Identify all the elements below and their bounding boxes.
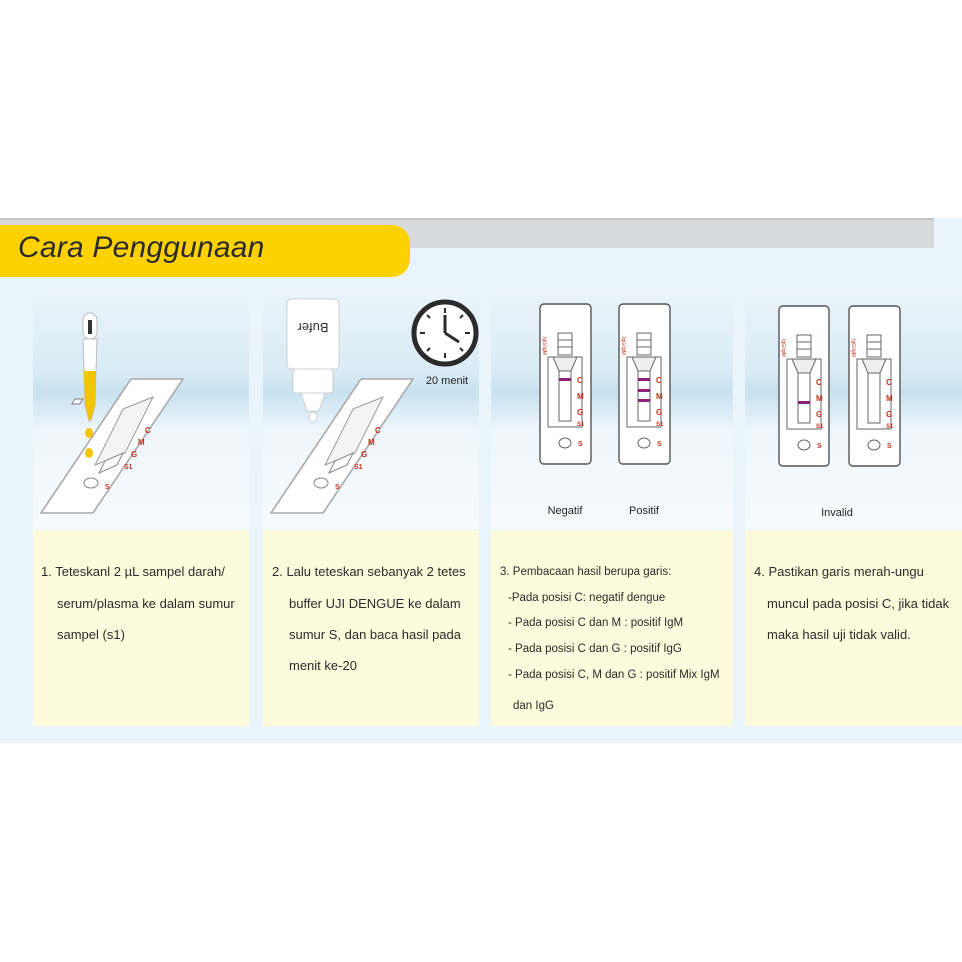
- svg-text:C: C: [816, 378, 822, 387]
- svg-text:S: S: [105, 484, 110, 491]
- test-cassette-invalid: [779, 306, 829, 466]
- svg-text:G: G: [361, 450, 368, 459]
- step3-illustration: [491, 293, 733, 529]
- svg-text:G: G: [816, 410, 823, 419]
- test-cassette-invalid-empty: [849, 306, 900, 466]
- svg-text:C: C: [145, 426, 151, 435]
- svg-text:S: S: [578, 441, 583, 448]
- step4-text: [745, 530, 962, 726]
- step3-line: - Pada posisi C dan M : positif IgM: [508, 617, 684, 629]
- step1-line: 1. Teteskanl 2 µL sampel darah/: [41, 564, 225, 579]
- svg-text:C: C: [656, 376, 662, 385]
- step1-line: sampel (s1): [57, 627, 125, 642]
- svg-text:M: M: [816, 394, 823, 403]
- svg-text:S1: S1: [656, 422, 664, 428]
- step3-line: - Pada posisi C dan G : positif IgG: [508, 643, 682, 655]
- svg-text:G: G: [656, 408, 663, 417]
- step2-line: 2. Lalu teteskan sebanyak 2 tetes: [272, 564, 466, 579]
- svg-text:G: G: [131, 450, 138, 459]
- svg-text:G: G: [886, 410, 893, 419]
- positive-label: Positif: [629, 505, 659, 517]
- page-title: Cara Penggunaan: [18, 231, 265, 264]
- step4-line: muncul pada posisi C, jika tidak: [767, 596, 950, 611]
- svg-text:C: C: [577, 376, 583, 385]
- svg-text:G: G: [577, 408, 584, 417]
- test-cassette-negative: [540, 304, 591, 464]
- step2-illustration: [263, 293, 479, 529]
- svg-text:S1: S1: [124, 464, 133, 471]
- step2-line: sumur S, dan baca hasil pada: [289, 627, 461, 642]
- step1-text: [33, 530, 249, 726]
- svg-text:S1: S1: [886, 424, 894, 430]
- step2-text: [263, 530, 479, 726]
- step3-line: dan IgG: [513, 700, 554, 712]
- invalid-label: Invalid: [821, 507, 853, 519]
- clock-icon: [414, 302, 476, 364]
- step3-line: - Pada posisi C, M dan G : positif Mix IgM: [508, 669, 720, 681]
- step4-line: 4. Pastikan garis merah-ungu: [754, 564, 924, 579]
- svg-text:IgG/IgM: IgG/IgM: [541, 337, 547, 355]
- svg-text:S1: S1: [816, 424, 824, 430]
- svg-text:M: M: [656, 392, 663, 401]
- step2-line: menit ke-20: [289, 658, 357, 673]
- step4-line: maka hasil uji tidak valid.: [767, 627, 911, 642]
- svg-text:S: S: [657, 441, 662, 448]
- pipette-icon: [83, 313, 97, 421]
- step3-line: 3. Pembacaan hasil berupa garis:: [500, 566, 672, 578]
- svg-text:C: C: [375, 426, 381, 435]
- test-cassette-positive: [619, 304, 670, 464]
- svg-text:C: C: [886, 378, 892, 387]
- drop-icon: [85, 448, 93, 458]
- svg-text:S: S: [335, 484, 340, 491]
- buffer-bottle-icon: [287, 299, 339, 422]
- test-cassette: [271, 379, 413, 513]
- svg-text:IgG/IgM: IgG/IgM: [850, 339, 856, 357]
- drop-icon: [85, 428, 93, 438]
- svg-text:S: S: [817, 443, 822, 450]
- step3-text: [491, 530, 733, 726]
- timer-label: 20 menit: [425, 375, 469, 387]
- step1-line: serum/plasma ke dalam sumur: [57, 596, 235, 611]
- svg-text:M: M: [886, 394, 893, 403]
- step1-illustration: [33, 293, 249, 529]
- svg-text:S: S: [887, 443, 892, 450]
- negative-label: Negatif: [547, 505, 583, 517]
- svg-text:S1: S1: [577, 422, 585, 428]
- svg-text:S1: S1: [354, 464, 363, 471]
- svg-text:M: M: [577, 392, 584, 401]
- svg-text:IgG/IgM: IgG/IgM: [780, 339, 786, 357]
- test-cassette: [41, 379, 183, 513]
- svg-text:IgG/IgM: IgG/IgM: [620, 337, 626, 355]
- step4-illustration: [745, 293, 962, 529]
- step3-line: -Pada posisi C: negatif dengue: [508, 592, 666, 604]
- bottle-label: Bufer: [297, 320, 329, 335]
- svg-text:M: M: [138, 438, 145, 447]
- step2-line: buffer UJI DENGUE ke dalam: [289, 596, 461, 611]
- svg-text:M: M: [368, 438, 375, 447]
